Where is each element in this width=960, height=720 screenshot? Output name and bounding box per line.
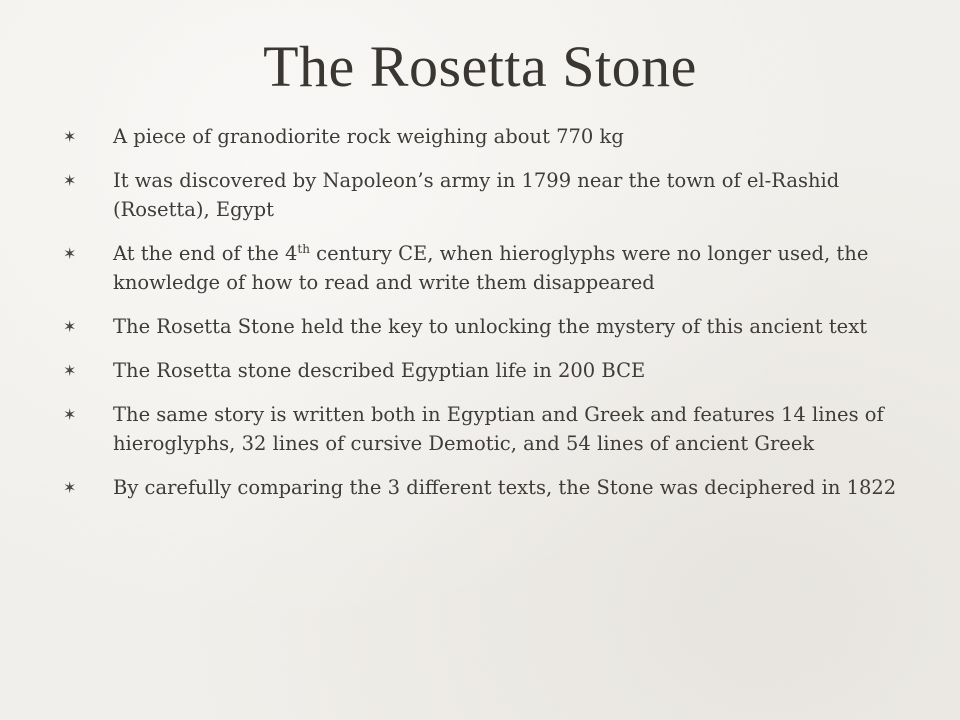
bullet-item xyxy=(63,122,913,151)
bullet-text xyxy=(113,242,868,294)
bullet-text: The Rosetta Stone held the key to unlocking the mystery of this ancient text xyxy=(113,315,868,338)
bullet-text-part: century CE, when hieroglyphs were no longer used, the knowledge of how to read and write them disappeared xyxy=(113,242,869,294)
bullet-text: The same story is written both in Egyptian and Greek and features 14 lines of hieroglyphs, 32 lines of cursive Demotic, and 54 lines of ancient Greek xyxy=(113,403,884,455)
bullet-text-part: At the end of the 4 xyxy=(113,242,298,265)
superscript: th xyxy=(297,242,310,256)
bullet-list xyxy=(63,122,913,517)
bullet-item xyxy=(63,400,913,458)
slide-title: The Rosetta Stone xyxy=(263,34,697,99)
bullet-text: By carefully comparing the 3 different texts, the Stone was deciphered in 1822 xyxy=(113,476,897,499)
bullet-item xyxy=(63,239,913,297)
star-bullet-icon: ✶ xyxy=(63,244,77,263)
bullet-item xyxy=(63,312,913,341)
bullet-text: A piece of granodiorite rock weighing about 770 kg xyxy=(113,125,624,148)
star-bullet-icon: ✶ xyxy=(63,171,77,190)
bullet-item xyxy=(63,473,913,502)
star-bullet-icon: ✶ xyxy=(63,361,77,380)
bullet-text: It was discovered by Napoleon’s army in 1799 near the town of el-Rashid (Rosetta), Egypt xyxy=(113,169,840,221)
star-bullet-icon: ✶ xyxy=(63,478,77,497)
star-bullet-icon: ✶ xyxy=(63,317,77,336)
bullet-item xyxy=(63,356,913,385)
star-bullet-icon: ✶ xyxy=(63,127,77,146)
bullet-text: The Rosetta stone described Egyptian life in 200 BCE xyxy=(113,359,646,382)
star-bullet-icon: ✶ xyxy=(63,405,77,424)
bullet-item xyxy=(63,166,913,224)
